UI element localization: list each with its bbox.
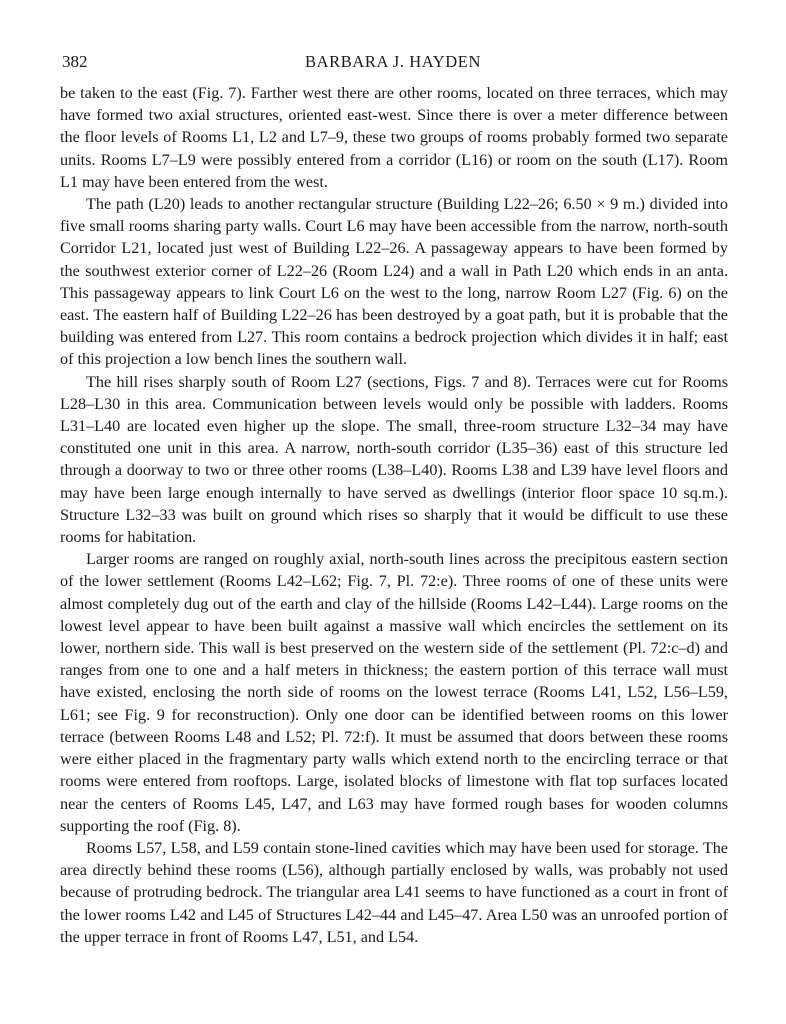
paragraph-4: Larger rooms are ranged on roughly axial, north-south lines across the precipitous eastern section of the lower settlement (Rooms L42–L62; Fig. 7, Pl. 72:e). Three rooms of one of these units were almost completely dug out of the earth and clay of the hillside (Rooms L42–L44). Large rooms on the lowest level appear to have been built against a massive wall which encircles the settlement on its lower, northern side. This wall is best preserved on the western side of the settlement (Pl. 72:c–d) and ranges from one to one and a half meters in thickness; the eastern portion of this terrace wall must have existed, enclosing the north side of rooms on the lowest terrace (Rooms L41, L52, L56–L59, L61; see Fig. 9 for reconstruction). Only one door can be identified between rooms on this lower terrace (between Rooms L48 and L52; Pl. 72:f). It must be assumed that doors between these rooms were either placed in the fragmentary party walls which extend north to the encircling terrace or that rooms were entered from rooftops. Large, isolated blocks of limestone with flat top surfaces located near the centers of Rooms L45, L47, and L63 may have formed rough bases for wooden columns supporting the roof (Fig. 8). [60,550,728,835]
running-head: BARBARA J. HAYDEN [305,52,481,71]
page-number: 382 [62,52,88,71]
paragraph-2: The path (L20) leads to another rectangular structure (Building L22–26; 6.50 × 9 m.) divided into five small rooms sharing party walls. Court L6 may have been accessible from the narrow, north-south Corridor L21, located just west of Building L22–26. A passageway appears to have been formed by the southwest exterior corner of L22–26 (Room L24) and a wall in Path L20 which ends in an anta. This passageway appears to link Court L6 on the west to the long, narrow Room L27 (Fig. 6) on the east. The eastern half of Building L22–26 has been destroyed by a goat path, but it is probable that the building was entered from L27. This room contains a bedrock projection which divides it in half; east of this projection a low bench lines the southern wall. [60,195,728,369]
body-text [60,82,728,948]
paragraph-3: The hill rises sharply south of Room L27 (sections, Figs. 7 and 8). Terraces were cut for Rooms L28–L30 in this area. Communication between levels would only be possible with ladders. Rooms L31–L40 are located even higher up the slope. The small, three-room structure L32–34 may have constituted one unit in this area. A narrow, north-south corridor (L35–36) east of this structure led through a doorway to two or three other rooms (L38–L40). Rooms L38 and L39 have level floors and may have been large enough internally to have served as dwellings (interior floor space 10 sq.m.). Structure L32–33 was built on ground which rises so sharply that it would be difficult to use these rooms for habitation. [60,372,728,547]
page-header [60,52,726,74]
paragraph-1: be taken to the east (Fig. 7). Farther west there are other rooms, located on three terraces, which may have formed two axial structures, oriented east-west. Since there is over a meter difference between the floor levels of Rooms L1, L2 and L7–9, these two groups of rooms probably formed two separate units. Rooms L7–L9 were possibly entered from a corridor (L16) or room on the south (L17). Room L1 may have been entered from the west. [60,84,728,191]
paragraph-5: Rooms L57, L58, and L59 contain stone-lined cavities which may have been used for storage. The area directly behind these rooms (L56), although partially enclosed by walls, was probably not used because of protruding bedrock. The triangular area L41 seems to have functioned as a court in front of the lower rooms L42 and L45 of Structures L42–44 and L45–47. Area L50 was an unroofed portion of the upper terrace in front of Rooms L47, L51, and L54. [60,838,728,946]
